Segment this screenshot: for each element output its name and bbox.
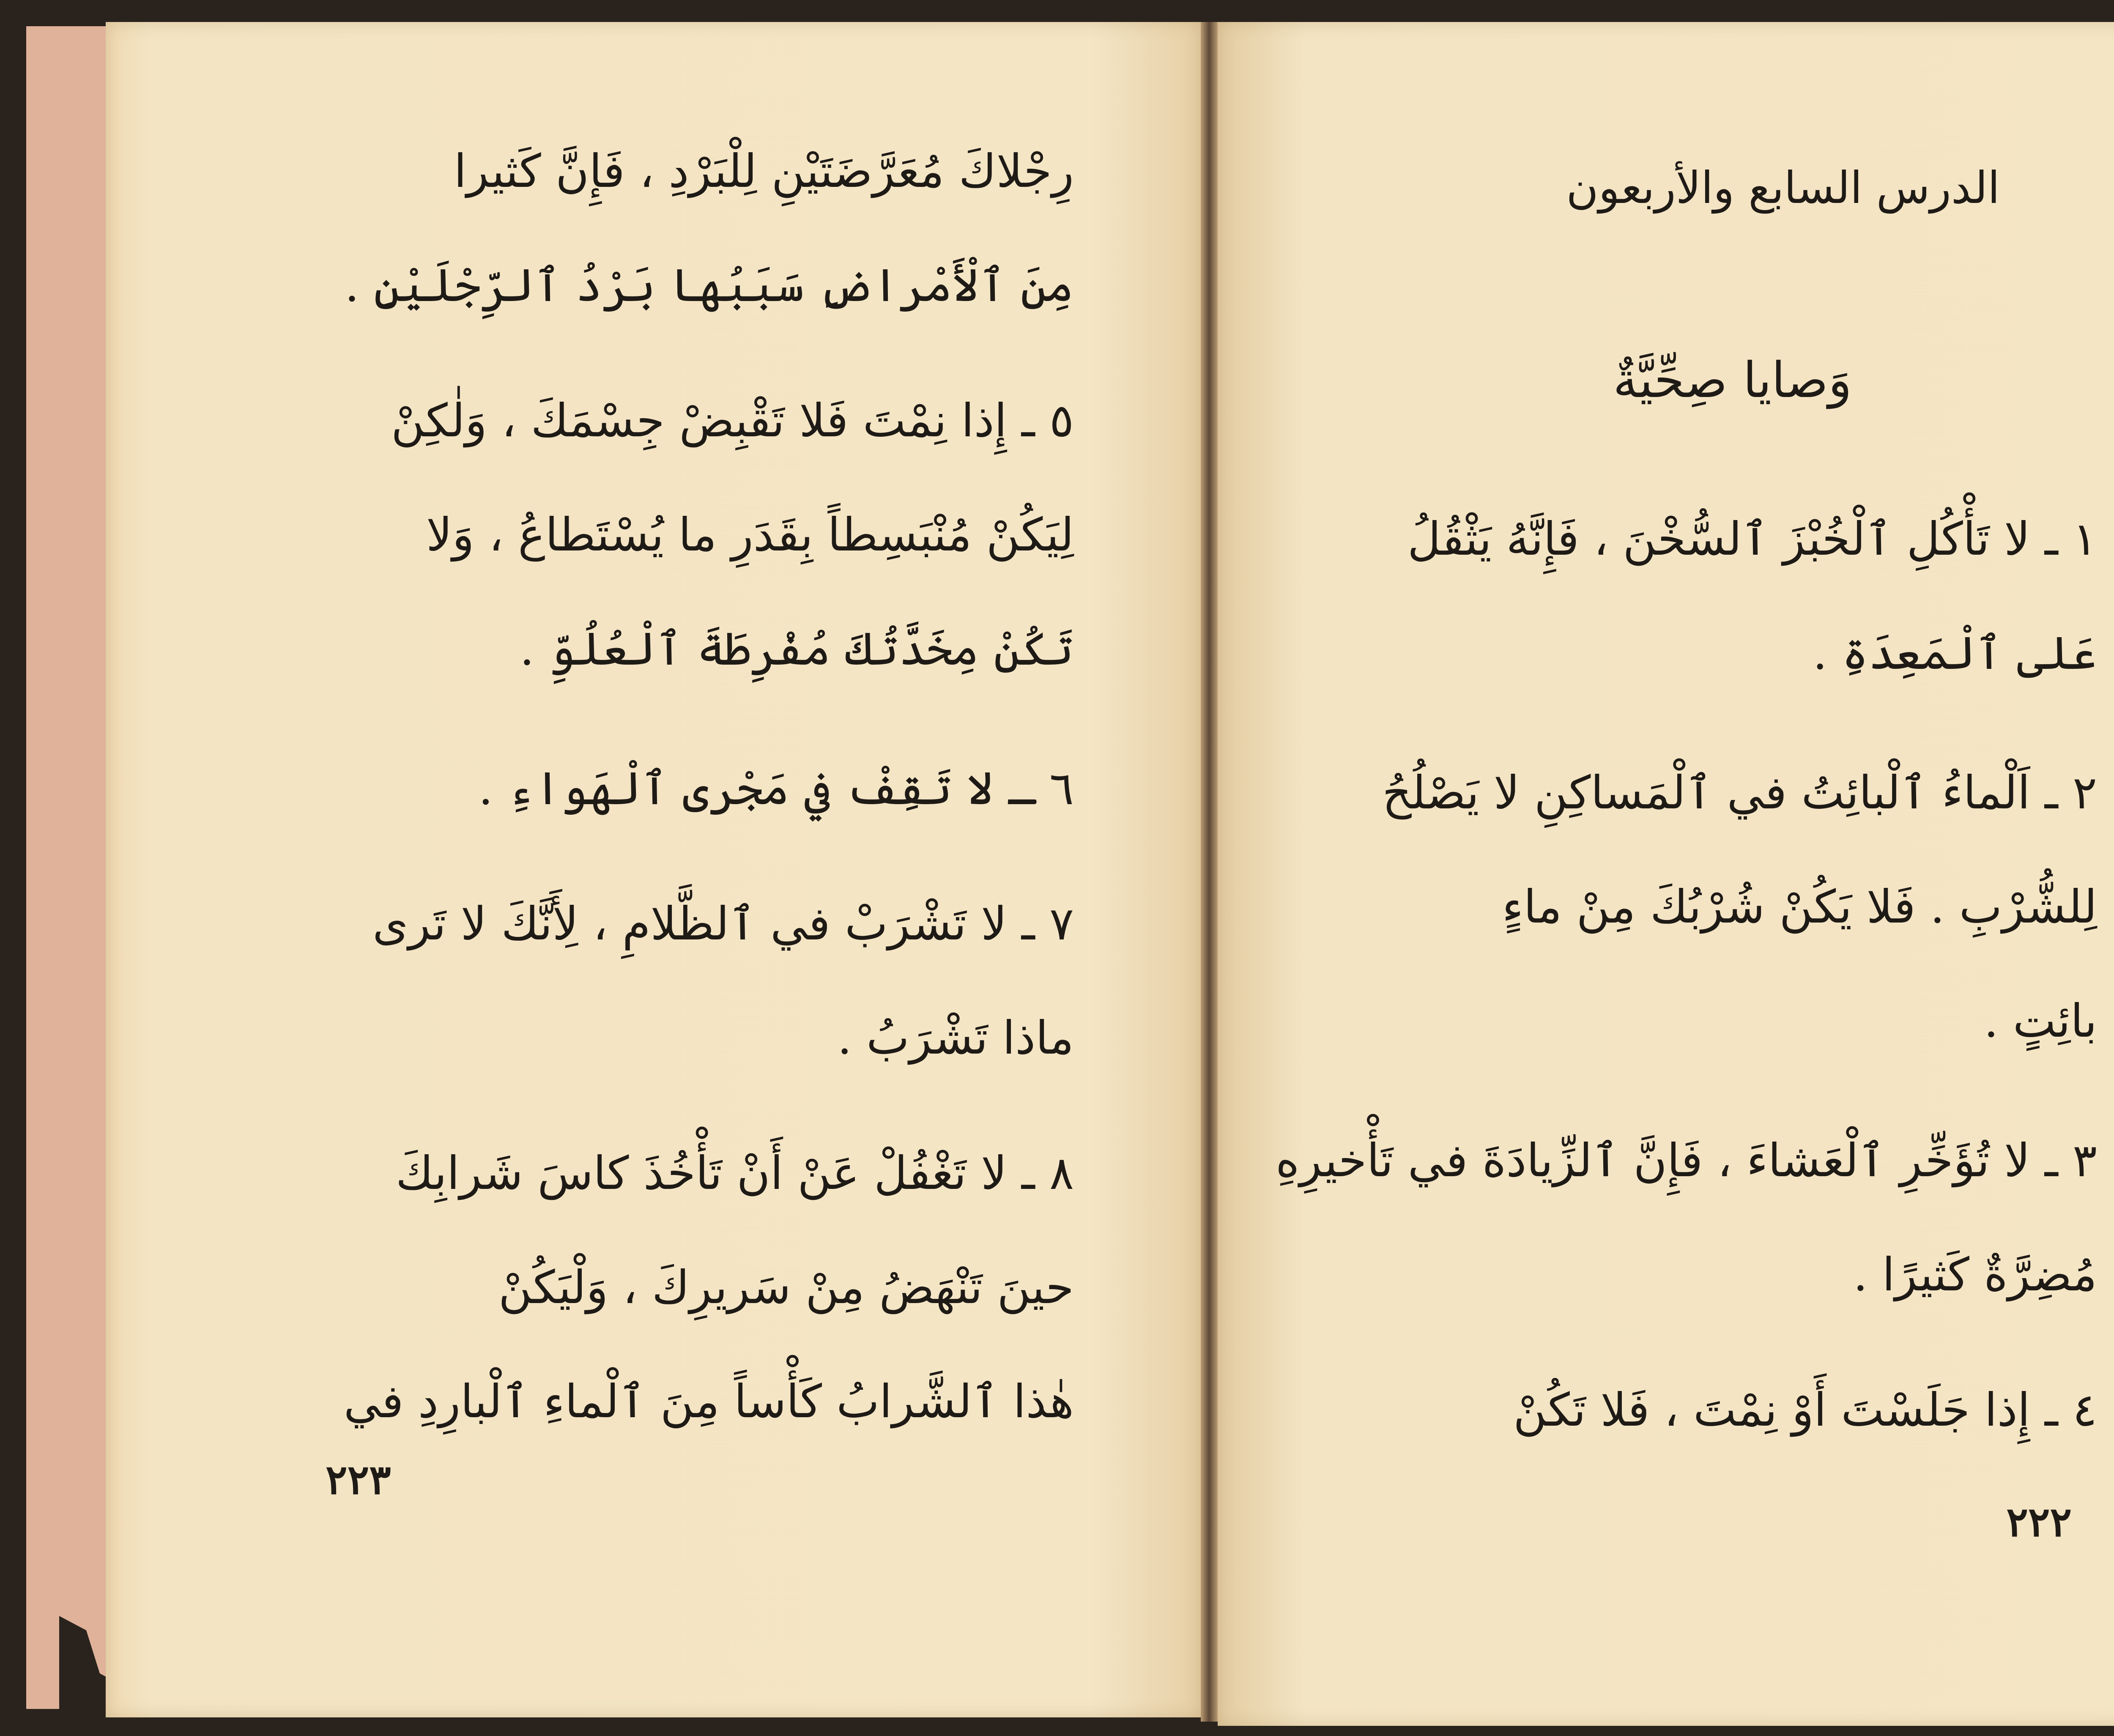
text-line: لِيَكُنْ مُنْبَسِطاً بِقَدَرِ ما يُسْتَطاعُ ، وَلا [426, 509, 1074, 561]
text-line: ٥ ـ إِذا نِمْتَ فَلا تَقْبِضْ جِسْمَكَ ، وَلٰكِنْ [391, 394, 1074, 447]
text-line: ٦ ـ لا تَقِفْ في مَجْرى ٱلْهَواءِ . [478, 762, 1074, 815]
text-line: مُضِرَّةٌ كَثيرًا . [1853, 1249, 2097, 1301]
text-line: ٧ ـ لا تَشْرَبْ في ٱلظَّلامِ ، لِأَنَّكَ لا تَرى [372, 898, 1074, 950]
left-page [106, 22, 1201, 1717]
text-line: هٰذا ٱلشَّرابُ كَأْساً مِنَ ٱلْماءِ ٱلْبارِدِ في [343, 1375, 1074, 1428]
section-heading: وَصايا صِحِّيَّةٌ [1613, 352, 1852, 409]
text-line: ماذا تَشْرَبُ . [837, 1012, 1074, 1065]
text-line: ١ ـ لا تَأْكُلِ ٱلْخُبْزَ ٱلسُّخْنَ ، فَإِنَّهُ يَثْقُلُ [1407, 513, 2097, 566]
right-page [1218, 22, 2114, 1726]
text-line: ٢ ـ اَلْماءُ ٱلْبائِتُ في ٱلْمَساكِنِ لا يَصْلُحُ [1382, 767, 2097, 819]
text-line: عَلى ٱلْمَعِدَةِ . [1813, 627, 2097, 680]
book-gutter [1201, 22, 1218, 1722]
text-line: ٤ ـ إِذا جَلَسْتَ أَوْ نِمْتَ ، فَلا تَكُنْ [1513, 1384, 2097, 1437]
text-line: ٨ ـ لا تَغْفُلْ عَنْ أَنْ تَأْخُذَ كاسَ شَرابِكَ [395, 1147, 1074, 1200]
lesson-title: الدرس السابع والأربعون [1566, 162, 2000, 214]
text-line: لِلشُّرْبِ . فَلا يَكُنْ شُرْبُكَ مِنْ ماءٍ [1502, 881, 2097, 934]
text-line: مِنَ ٱلْأَمْراضِ سَبَبُها بَرْدُ ٱلرِّجْلَيْنِ . [345, 259, 1074, 312]
text-line: حينَ تَنْهَضُ مِنْ سَريرِكَ ، وَلْيَكُنْ [498, 1261, 1074, 1314]
page-number: ٢٢٢ [2006, 1498, 2072, 1546]
text-line: بائِتٍ . [1984, 995, 2097, 1048]
page-number: ٢٢٣ [326, 1456, 391, 1503]
text-line: رِجْلاكَ مُعَرَّضَتَيْنِ لِلْبَرْدِ ، فَإِنَّ كَثيرا [454, 145, 1074, 198]
text-line: تَكُنْ مِخَدَّتُكَ مُفْرِطَةَ ٱلْعُلُوِّ . [520, 623, 1074, 676]
text-line: ٣ ـ لا تُؤَخِّرِ ٱلْعَشاءَ ، فَإِنَّ ٱلزِّيادَةَ في تَأْخيرِهِ [1275, 1134, 2097, 1187]
